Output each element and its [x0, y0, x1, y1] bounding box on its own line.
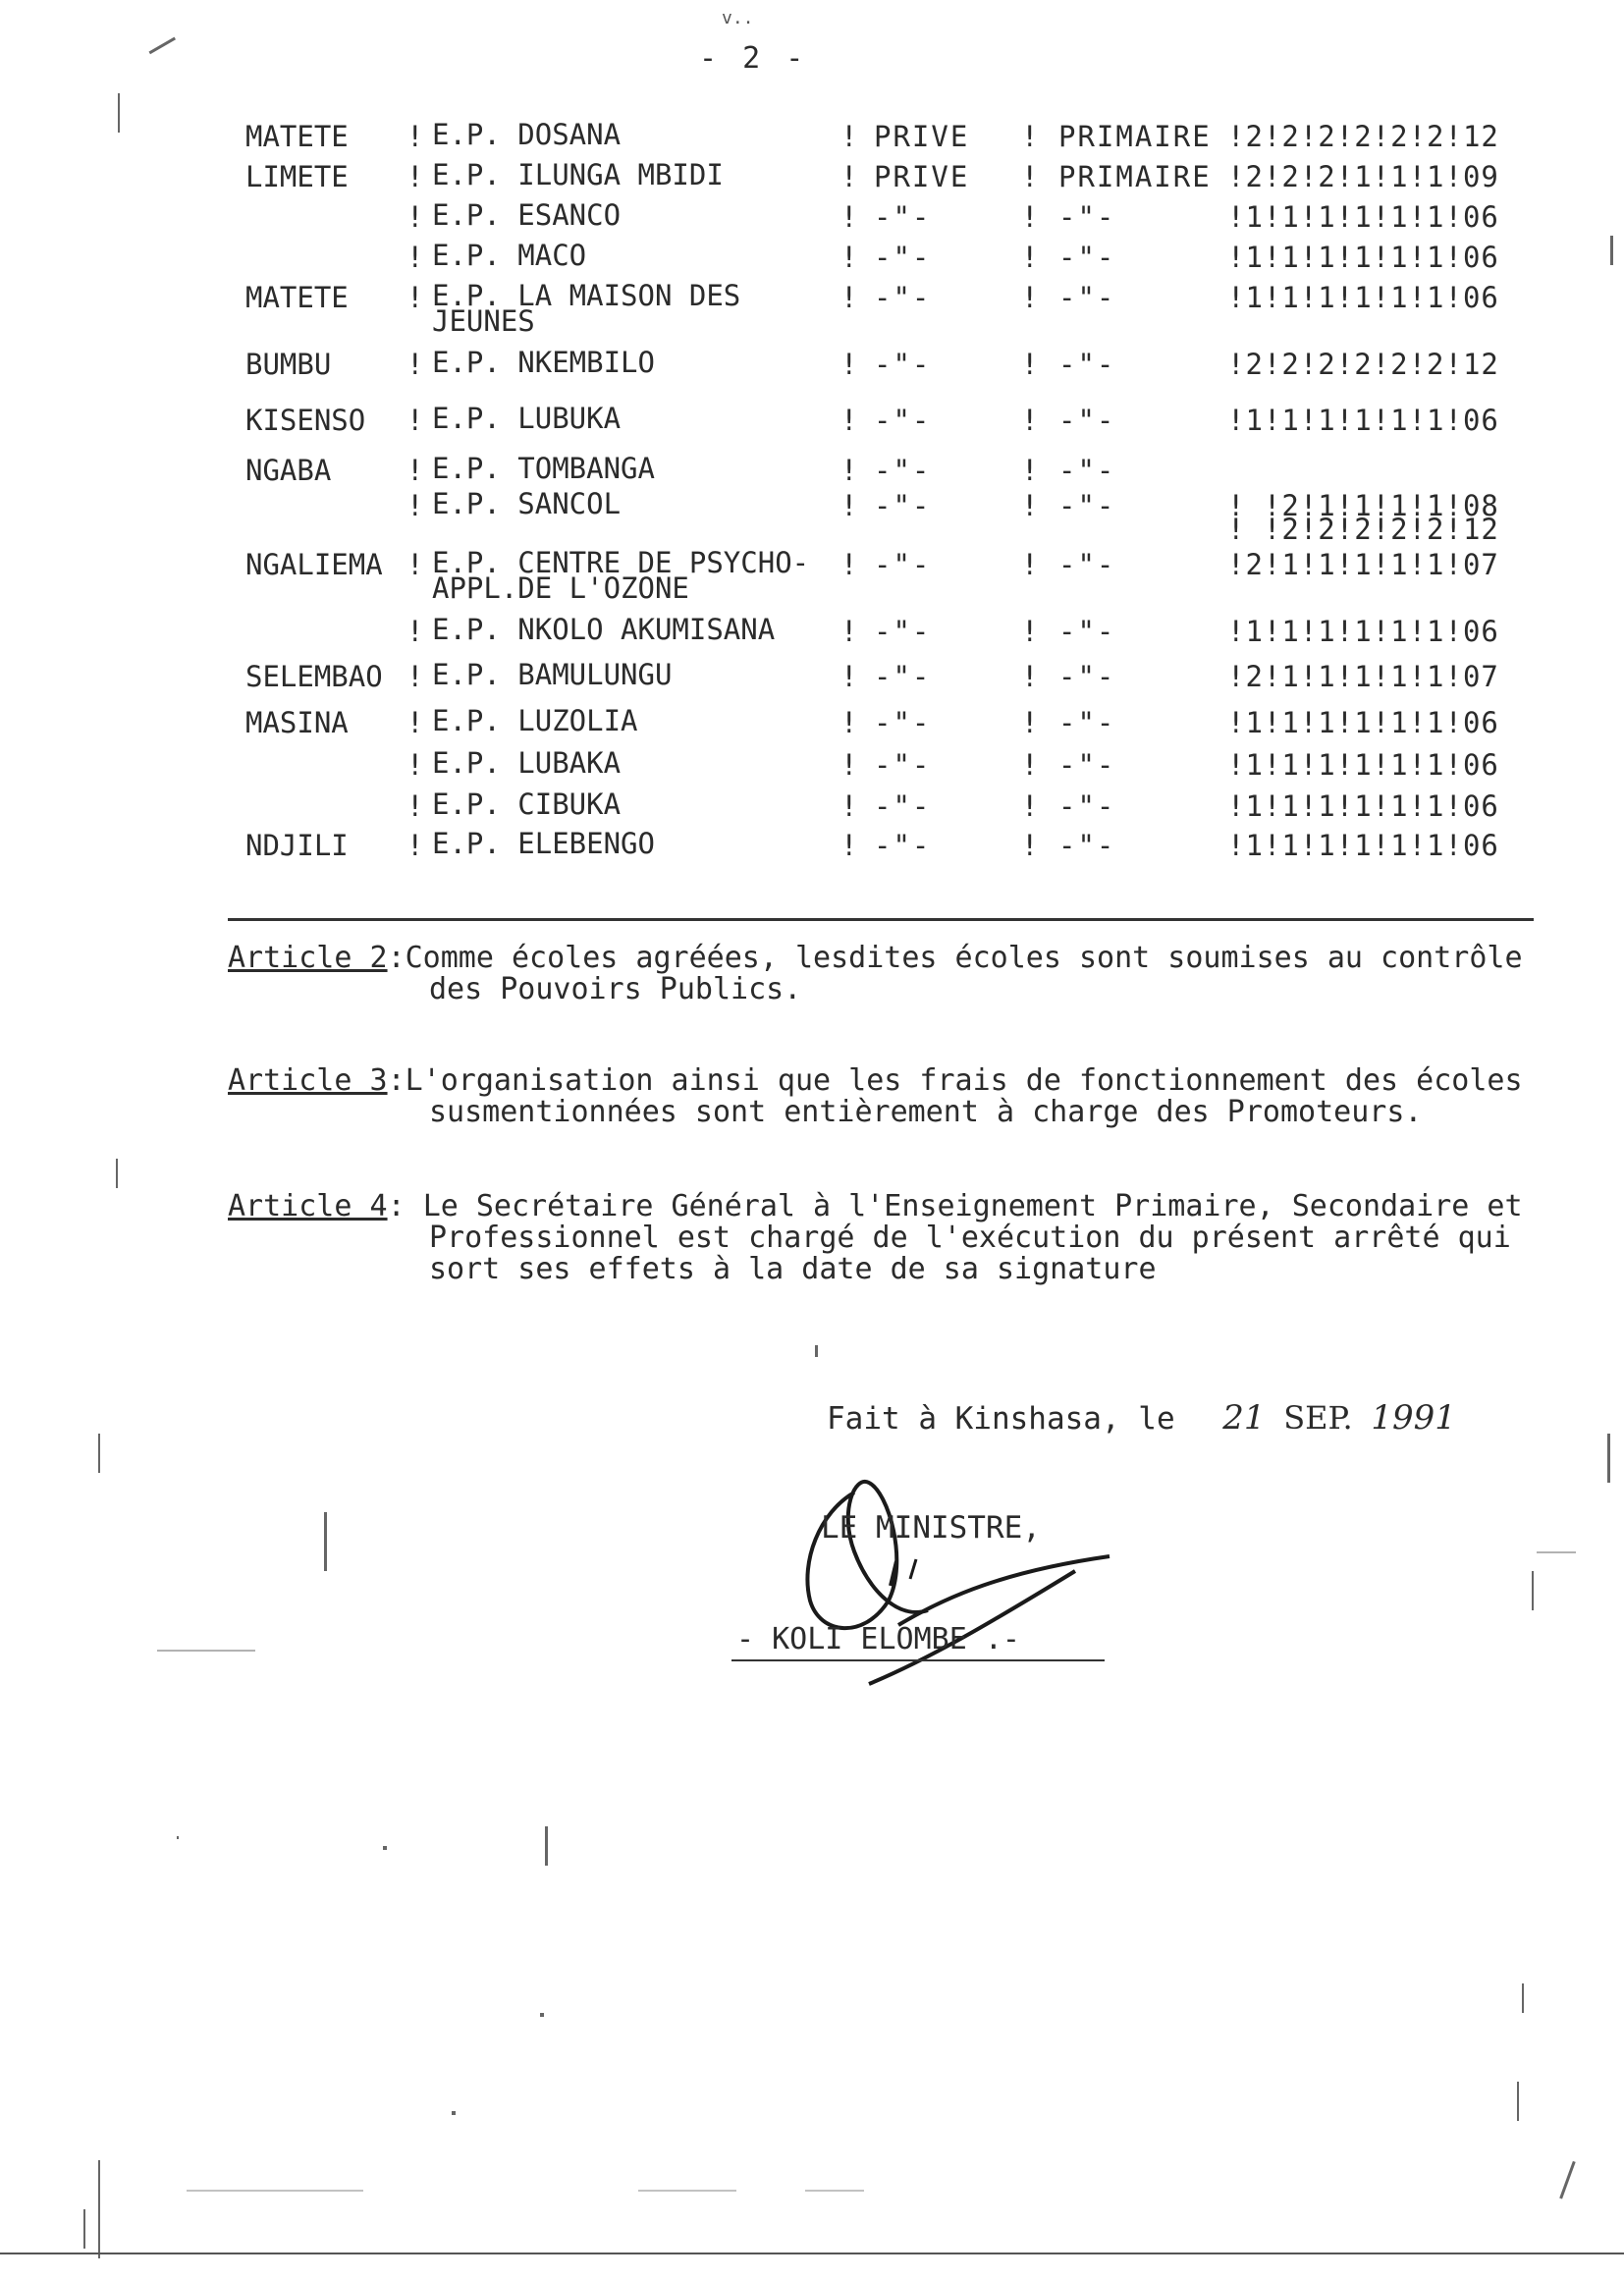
column-separator: ! [406, 660, 424, 693]
school-cell: E.P. ELEBENGO [432, 827, 655, 860]
commune-cell: BUMBU [245, 348, 332, 381]
classes-cell: !1!1!1!1!1!1!06 [1227, 404, 1499, 437]
commune-cell: MASINA [245, 706, 349, 739]
level-cell: PRIMAIRE [1058, 120, 1212, 153]
level-cell: -"- [1058, 829, 1116, 862]
place-text: Fait à Kinshasa, le [827, 1401, 1175, 1437]
commune-cell: MATETE [245, 281, 349, 314]
column-separator: ! [1021, 829, 1039, 862]
level-cell: -"- [1058, 348, 1116, 381]
classes-cell: !2!1!1!1!1!1!07 [1227, 548, 1499, 581]
date-month: SEP. [1283, 1399, 1353, 1437]
column-separator: ! [1021, 281, 1039, 314]
column-separator: ! [1021, 489, 1039, 522]
regime-cell: -"- [874, 615, 932, 648]
school-cell: E.P. ILUNGA MBIDI [432, 158, 724, 191]
classes-cell: !2!1!1!1!1!1!07 [1227, 660, 1499, 693]
school-cell: E.P. NKOLO AKUMISANA [432, 613, 776, 646]
column-separator: ! [1021, 348, 1039, 381]
column-separator: ! [1021, 660, 1039, 693]
column-separator: ! [406, 120, 424, 153]
commune-cell: SELEMBAO [245, 660, 383, 693]
school-cell: E.P. LA MAISON DES JEUNES [432, 279, 741, 338]
signatory-title: LE MINISTRE, [821, 1510, 1041, 1546]
regime-cell: -"- [874, 454, 932, 487]
column-separator: ! [840, 160, 858, 193]
column-separator: ! [840, 454, 858, 487]
school-cell: E.P. TOMBANGA [432, 452, 655, 485]
article-3-text: L'organisation ainsi que les frais de fonctionnement des écoles susmentionnées sont entièrement à charge des Promoteurs. [405, 1063, 1523, 1129]
column-separator: ! [406, 489, 424, 522]
level-cell: -"- [1058, 660, 1116, 693]
school-cell: E.P. CENTRE DE PSYCHO-APPL.DE L'OZONE [432, 546, 810, 605]
column-separator: ! [840, 706, 858, 739]
commune-cell: LIMETE [245, 160, 349, 193]
level-cell: -"- [1058, 615, 1116, 648]
column-separator: ! [406, 829, 424, 862]
column-separator: ! [840, 200, 858, 234]
column-separator: ! [406, 281, 424, 314]
column-separator: ! [1021, 706, 1039, 739]
date-year: 1991 [1371, 1398, 1456, 1438]
school-cell: E.P. LUZOLIA [432, 704, 638, 737]
school-cell: E.P. CIBUKA [432, 787, 622, 821]
classes-cell: !2!2!2!2!2!2!12 [1227, 120, 1499, 153]
level-cell: -"- [1058, 404, 1116, 437]
column-separator: ! [406, 200, 424, 234]
classes-cell: !1!1!1!1!1!1!06 [1227, 706, 1499, 739]
classes-cell: !1!1!1!1!1!1!06 [1227, 748, 1499, 782]
level-cell: -"- [1058, 454, 1116, 487]
column-separator: ! [406, 241, 424, 274]
regime-cell: PRIVE [874, 160, 970, 193]
article-3-label: Article 3 [228, 1063, 388, 1098]
regime-cell: -"- [874, 789, 932, 823]
regime-cell: -"- [874, 281, 932, 314]
classes-cell: !1!1!1!1!1!1!06 [1227, 789, 1499, 823]
column-separator: ! [840, 348, 858, 381]
page-number: - 2 - [699, 41, 808, 76]
regime-cell: -"- [874, 660, 932, 693]
classes-cell: !1!1!1!1!1!1!06 [1227, 829, 1499, 862]
classes-cell: !1!1!1!1!1!1!06 [1227, 615, 1499, 648]
column-separator: ! [840, 120, 858, 153]
classes-cell: !1!1!1!1!1!1!06 [1227, 281, 1499, 314]
article-3-separator: : [387, 1063, 406, 1098]
level-cell: PRIMAIRE [1058, 160, 1212, 193]
level-cell: -"- [1058, 281, 1116, 314]
column-separator: ! [1021, 404, 1039, 437]
column-separator: ! [840, 615, 858, 648]
article-4-label: Article 4 [228, 1189, 388, 1223]
school-cell: E.P. LUBUKA [432, 402, 622, 435]
column-separator: ! [406, 404, 424, 437]
column-separator: ! [1021, 615, 1039, 648]
school-cell: E.P. LUBAKA [432, 746, 622, 780]
column-separator: ! [1021, 241, 1039, 274]
column-separator: ! [1021, 789, 1039, 823]
column-separator: ! [406, 160, 424, 193]
column-separator: ! [1021, 548, 1039, 581]
school-cell: E.P. NKEMBILO [432, 346, 655, 379]
commune-cell: NDJILI [245, 829, 349, 862]
column-separator: ! [1021, 454, 1039, 487]
classes-cell: !1!1!1!1!1!1!06 [1227, 241, 1499, 274]
regime-cell: -"- [874, 489, 932, 522]
date-day: 21 [1222, 1398, 1266, 1438]
level-cell: -"- [1058, 748, 1116, 782]
article-2-separator: : [387, 941, 406, 975]
article-4-separator: : [387, 1189, 423, 1223]
classes-cell: !2!2!2!2!2!2!12 [1227, 348, 1499, 381]
regime-cell: -"- [874, 348, 932, 381]
level-cell: -"- [1058, 706, 1116, 739]
regime-cell: -"- [874, 404, 932, 437]
column-separator: ! [840, 789, 858, 823]
signatory-name: - KOLI ELOMBE .- [736, 1622, 1020, 1656]
column-separator: ! [840, 748, 858, 782]
column-separator: ! [406, 348, 424, 381]
level-cell: -"- [1058, 241, 1116, 274]
regime-cell: -"- [874, 706, 932, 739]
level-cell: -"- [1058, 548, 1116, 581]
regime-cell: -"- [874, 200, 932, 234]
commune-cell: KISENSO [245, 404, 366, 437]
article-4-text: Le Secrétaire Général à l'Enseignement Primaire, Secondaire et Professionnel est chargé de l'exécution du présent arrêté qui sort ses effets à la date de sa signature [422, 1189, 1523, 1286]
column-separator: ! [1021, 200, 1039, 234]
regime-cell: -"- [874, 829, 932, 862]
column-separator: ! [840, 660, 858, 693]
column-separator: ! [840, 281, 858, 314]
column-separator: ! [840, 548, 858, 581]
column-separator: ! [406, 548, 424, 581]
column-separator: ! [1021, 120, 1039, 153]
column-separator: ! [406, 789, 424, 823]
classes-cell: !1!1!1!1!1!1!06 [1227, 200, 1499, 234]
commune-cell: MATETE [245, 120, 349, 153]
school-cell: E.P. SANCOL [432, 487, 622, 520]
column-separator: ! [840, 241, 858, 274]
column-separator: ! [840, 404, 858, 437]
column-separator: ! [406, 615, 424, 648]
regime-cell: PRIVE [874, 120, 970, 153]
classes-cell: ! !2!1!1!1!1!08 [1227, 489, 1499, 522]
column-separator: ! [406, 454, 424, 487]
commune-cell: NGALIEMA [245, 548, 383, 581]
article-2-text: Comme écoles agréées, lesdites écoles sont soumises au contrôle des Pouvoirs Publics. [405, 941, 1523, 1006]
classes-cell: !2!2!2!1!1!1!09 [1227, 160, 1499, 193]
regime-cell: -"- [874, 548, 932, 581]
column-separator: ! [406, 706, 424, 739]
school-cell: E.P. ESANCO [432, 198, 622, 232]
column-separator: ! [840, 829, 858, 862]
column-separator: ! [406, 748, 424, 782]
school-cell: E.P. BAMULUNGU [432, 658, 673, 691]
column-separator: ! [1021, 160, 1039, 193]
level-cell: -"- [1058, 200, 1116, 234]
regime-cell: -"- [874, 241, 932, 274]
classes-cell: ! !2!2!2!2!2!12 [1227, 513, 1499, 546]
regime-cell: -"- [874, 748, 932, 782]
column-separator: ! [840, 489, 858, 522]
school-cell: E.P. MACO [432, 239, 587, 272]
level-cell: -"- [1058, 789, 1116, 823]
level-cell: -"- [1058, 489, 1116, 522]
school-cell: E.P. DOSANA [432, 118, 622, 151]
top-mark: v.. [722, 8, 754, 28]
commune-cell: NGABA [245, 454, 332, 487]
article-2-label: Article 2 [228, 941, 388, 975]
column-separator: ! [1021, 748, 1039, 782]
page-bottom-edge [0, 2253, 1624, 2254]
